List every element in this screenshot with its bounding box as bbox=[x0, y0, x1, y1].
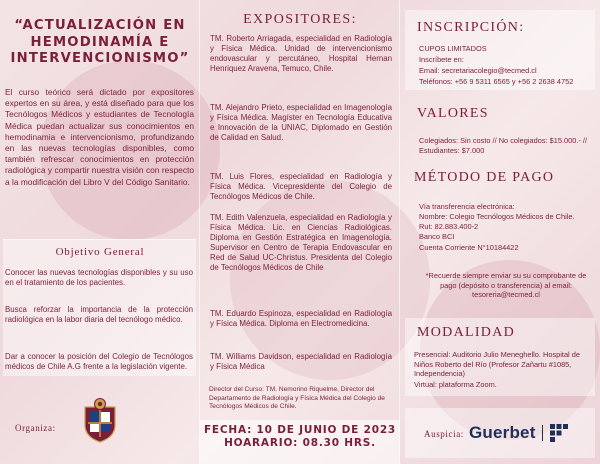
objective-item: Conocer las nuevas tecnologías disponibles y su uso en el tratamiento de los pacientes. bbox=[5, 268, 193, 288]
panel-divider bbox=[399, 0, 400, 464]
speaker-item: TM. Roberto Arriagada, especialidad en Radiología y Física Médica. Unidad de intervencionismo endovascular y percutáneo, Hospital Hernan Henriquez Aravena, Temuco, Chile. bbox=[210, 34, 392, 74]
modality-line: Presencial: Auditorio Julio Meneghello. Hospital de Niños Roberto del Río (Profesor Zañartu #1085, Independencia) bbox=[414, 350, 580, 379]
panel-divider bbox=[199, 0, 200, 464]
guerbet-grid-icon bbox=[550, 424, 568, 442]
college-crest-icon bbox=[81, 397, 119, 443]
objective-heading: Objetivo General bbox=[55, 246, 145, 258]
course-director: Director del Curso: TM. Nemorino Riquelme, Director del Departamento de Radiología y Física Médica del Colegio de Tecnólogos Médicos de Chile. bbox=[209, 386, 385, 411]
event-time: HOARARIO: 08.30 HRS. bbox=[224, 437, 376, 449]
modality-heading: MODALIDAD bbox=[417, 325, 516, 340]
objective-item: Dar a conocer la posición del Colegio de Tecnólogos médicos de Chile A.G frente a la legislación vigente. bbox=[5, 352, 193, 372]
inscription-email: Email: secretariacolegio@tecmed.cl bbox=[419, 66, 537, 75]
payment-line: Cuenta Corriente N°10184422 bbox=[419, 243, 519, 252]
organizer-label: Organiza: bbox=[15, 423, 56, 433]
values-text: Colegiados: Sin costo // No colegiados: $15.000.- // Estudiantes: $7.000 bbox=[419, 136, 588, 155]
payment-line: Banco BCI bbox=[419, 232, 455, 241]
speaker-item: TM. Eduardo Espinoza, especialidad en Radiología y Física Médica. Diploma en Electromedicina. bbox=[210, 309, 392, 329]
payment-line: Rut: 82.883.400-2 bbox=[419, 222, 479, 231]
payment-note: *Recuerde siempre enviar su su comprobante de pago (depósito o transferencia) al email: tesoreria@tecmed.cl bbox=[425, 271, 587, 300]
speaker-item: TM. Williams Davidson, especialidad en Radiología y Física Médica bbox=[210, 352, 392, 372]
inscription-phones: Teléfonos: +56 9 5311 6565 y +56 2 2638 4752 bbox=[419, 77, 574, 86]
speaker-item: TM. Edith Valenzuela, especialidad en Radiología y Física Médica. Lic. en Ciencias Radiológicas. Diploma en Gestión Estratégica en Imagenología. Supervisor en Centro de Terapia Endovascular en Red de Salud UC-Christus. Presidenta del Colegio de Tecnólogos Médicos de Chile bbox=[210, 213, 392, 273]
event-date: FECHA: 10 DE JUNIO DE 2023 bbox=[203, 424, 397, 436]
course-title: “ACTUALIZACIÓN EN HEMODINAMÍA E INTERVENCIONISMO” bbox=[10, 18, 190, 66]
payment-heading: MÉTODO DE PAGO bbox=[414, 170, 555, 185]
sponsor-divider bbox=[542, 425, 543, 441]
sponsor-logo-text: Guerbet bbox=[469, 423, 536, 442]
values-heading: VALORES bbox=[417, 106, 489, 121]
modality-line: Virtual: plataforma Zoom. bbox=[414, 380, 497, 389]
speaker-item: TM. Luis Flores, especialidad en Radiología y Física Médica. Vicepresidente del Colegio de Tecnólogos Médicos de Chile. bbox=[210, 172, 392, 202]
sponsor-label: Auspicia: bbox=[424, 429, 464, 439]
background-blob bbox=[230, 180, 430, 380]
speakers-heading: EXPOSITORES: bbox=[243, 12, 357, 27]
inscription-line: Inscríbete en: bbox=[419, 55, 464, 64]
payment-line: Vía transferencia electrónica: bbox=[419, 202, 515, 211]
course-description: El curso teórico será dictado por expositores expertos en su área, y está diseñado para que los Tecnólogos Médicos y estudiantes de Tecnología Médica puedan actualizar sus conocimientos en hemodinamia e intervencionismo, profundizando en las nuevas tecnologías disponibles, como también refrescar conocimientos en protección radiológica y compartir nuestra visión con respecto a la modificación del Libro V del Código Sanitario. bbox=[5, 87, 194, 187]
objective-item: Busca reforzar la importancia de la protección radiológica en la labor diaria del tecnólogo médico. bbox=[5, 305, 193, 325]
inscription-line: CUPOS LIMITADOS bbox=[419, 44, 487, 53]
speaker-item: TM. Alejandro Prieto, especialidad en Imagenología y Física Médica. Magíster en Tecnología Educativa e Innovación de la UNIAC, Diplomado en Gestión de Calidad en Salud. bbox=[210, 103, 392, 143]
payment-line: Nombre: Colegio Tecnólogos Médicos de Chile. bbox=[419, 212, 575, 221]
inscription-heading: INSCRIPCIÓN: bbox=[417, 20, 525, 35]
